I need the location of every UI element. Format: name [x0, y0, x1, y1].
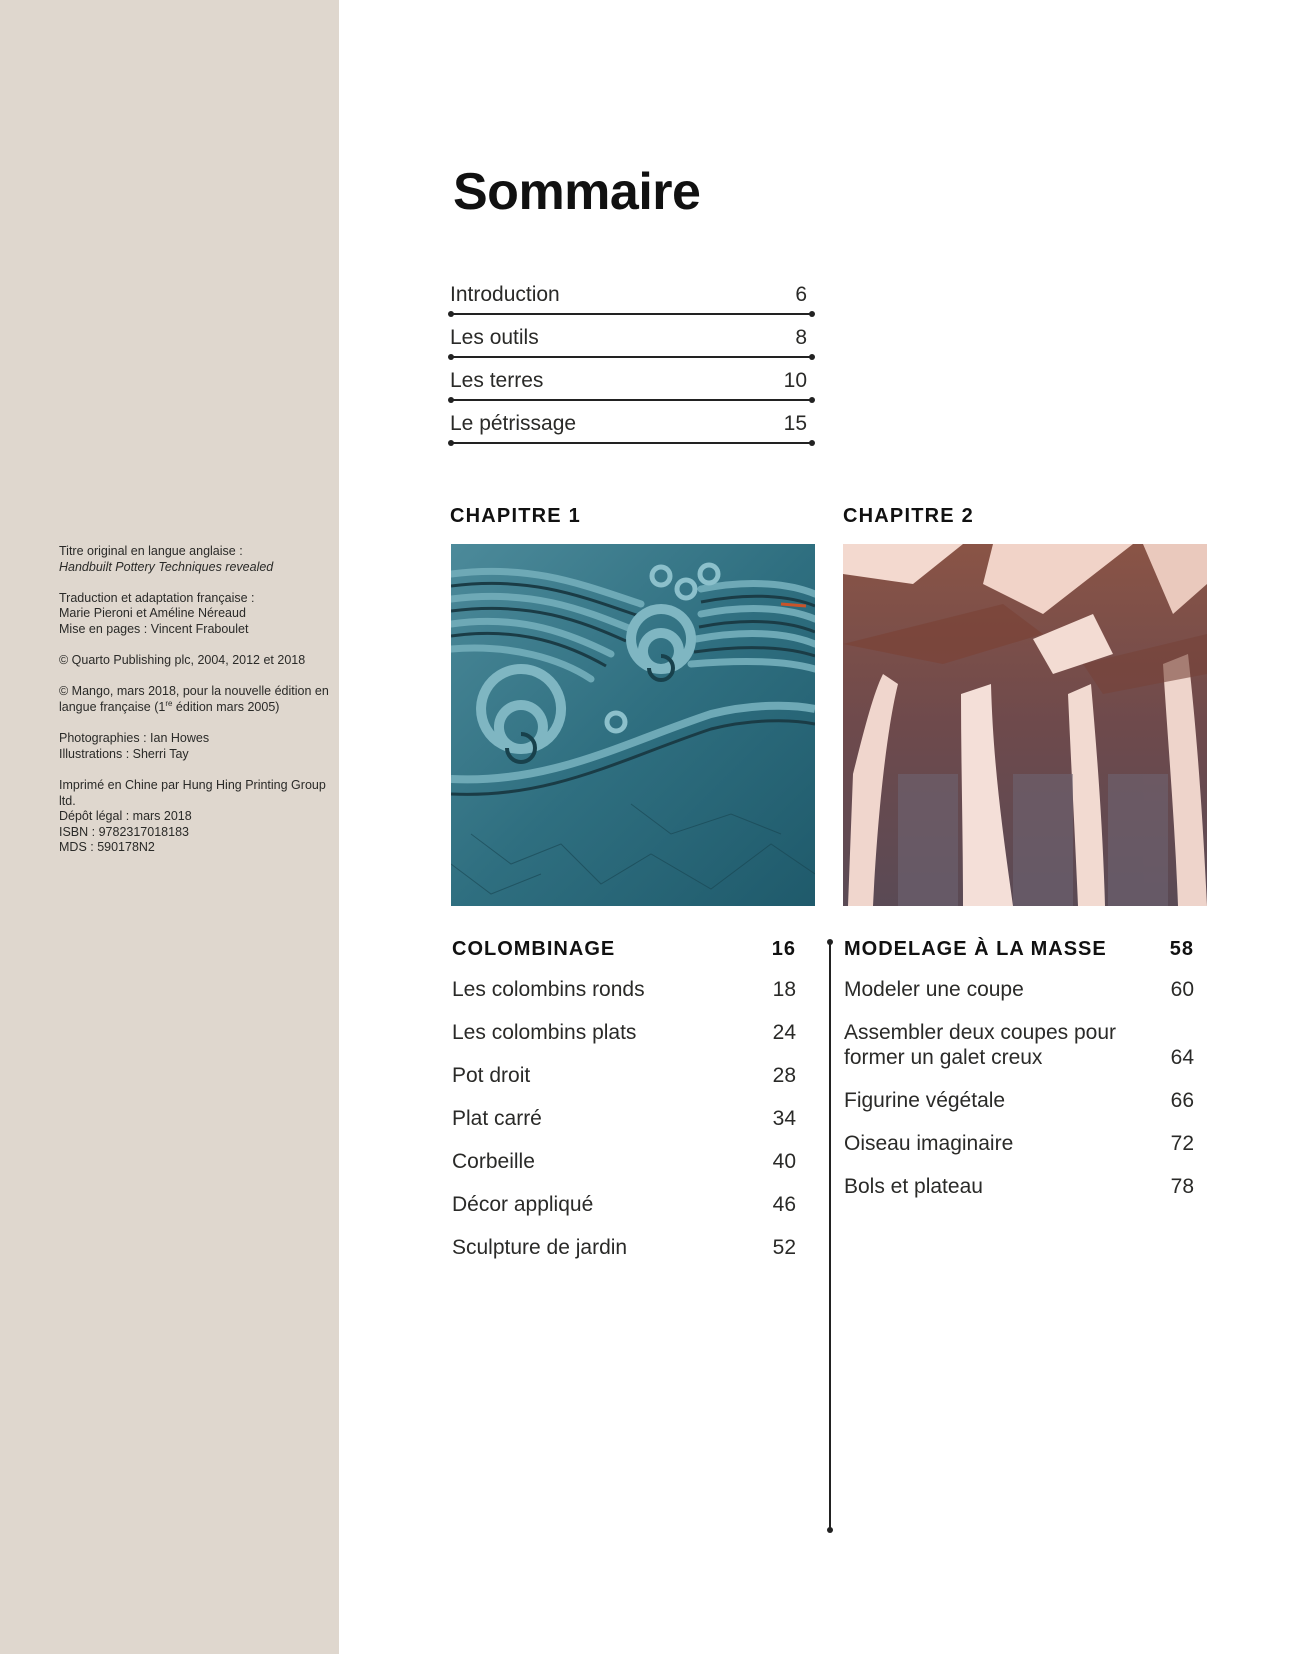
chapter-2-page: 58 [1169, 938, 1194, 960]
chapter-2-heading[interactable] [844, 934, 1200, 977]
photographer: Photographies : Ian Howes [59, 731, 210, 746]
original-title-credit [59, 544, 329, 575]
list-item[interactable] [450, 358, 813, 401]
intro-page: 6 [795, 282, 807, 306]
rule-dot [809, 397, 815, 403]
translation-label: Traduction et adaptation française : [59, 590, 255, 605]
copyright-mango-text: © Mango, mars 2018, pour la nouvelle édition en langue française (1 [59, 684, 329, 714]
list-item[interactable] [452, 1235, 808, 1260]
intro-page: 10 [783, 368, 807, 392]
toc-page: 52 [772, 1236, 796, 1259]
original-title-label: Titre original en langue anglaise : [59, 544, 243, 558]
mds-code: MDS : 590178N2 [59, 840, 155, 855]
page-title: Sommaire [453, 163, 701, 221]
toc-label: Les colombins ronds [452, 978, 645, 1001]
chapter-1-title: COLOMBINAGE [452, 938, 616, 960]
list-item[interactable] [844, 977, 1200, 1002]
toc-label: Décor appliqué [452, 1193, 594, 1216]
illustrator: Illustrations : Sherri Tay [59, 746, 189, 761]
printer: Imprimé en Chine par Hung Hing Printing Group ltd. [59, 777, 326, 808]
divider-dot-bottom [827, 1527, 833, 1533]
list-item[interactable] [452, 1063, 808, 1088]
rule-dot [448, 440, 454, 446]
chapter-2-toc [844, 934, 1200, 1217]
intro-page: 15 [783, 411, 807, 435]
list-item[interactable] [452, 977, 808, 1002]
original-title: Handbuilt Pottery Techniques revealed [59, 559, 274, 574]
chapter-1-page: 16 [771, 938, 796, 960]
translators: Marie Pieroni et Améline Néreaud [59, 606, 246, 621]
striped-clay-image [843, 544, 1207, 906]
rule-dot [809, 354, 815, 360]
rule-dot [809, 311, 815, 317]
list-item[interactable] [452, 1106, 808, 1131]
toc-page: 28 [772, 1064, 796, 1087]
chapter-2-photo [843, 544, 1207, 906]
layout-credit: Mise en pages : Vincent Fraboulet [59, 621, 249, 636]
legal-deposit: Dépôt légal : mars 2018 [59, 809, 192, 824]
list-item[interactable] [844, 1131, 1200, 1156]
list-item[interactable] [452, 1192, 808, 1217]
sidebar-panel [0, 0, 339, 1654]
toc-label: Les colombins plats [452, 1021, 637, 1044]
list-item[interactable] [844, 1088, 1200, 1113]
chapter-1-heading[interactable] [452, 934, 808, 977]
toc-page: 34 [772, 1107, 796, 1130]
intro-label: Le pétrissage [450, 411, 577, 435]
toc-label: Corbeille [452, 1150, 535, 1173]
rule-dot [448, 354, 454, 360]
chapter-1-toc [452, 934, 808, 1278]
toc-page: 66 [1170, 1089, 1194, 1112]
copyright-quarto: © Quarto Publishing plc, 2004, 2012 et 2018 [59, 653, 306, 668]
toc-label: Sculpture de jardin [452, 1236, 628, 1259]
copyright-mango [59, 684, 329, 715]
toc-page: 72 [1170, 1132, 1194, 1155]
list-item[interactable] [450, 401, 813, 444]
column-divider [829, 942, 831, 1532]
intro-label: Les outils [450, 325, 539, 349]
chapter-1-label: CHAPITRE 1 [450, 505, 581, 527]
divider-dot-top [827, 939, 833, 945]
rule-dot [809, 440, 815, 446]
toc-label: Assembler deux coupes pour former un galet creux [844, 1021, 1116, 1069]
list-item[interactable] [452, 1020, 808, 1045]
print-info [59, 778, 329, 856]
toc-label: Figurine végétale [844, 1089, 1006, 1112]
rule-dot [448, 397, 454, 403]
intro-label: Introduction [450, 282, 560, 306]
list-item[interactable] [452, 1149, 808, 1174]
translation-credit [59, 591, 329, 638]
intro-page: 8 [795, 325, 807, 349]
copyright-mango-text-end: édition mars 2005) [172, 699, 280, 714]
chapter-1-photo [451, 544, 815, 906]
intro-list [450, 272, 813, 444]
toc-page: 60 [1170, 978, 1194, 1001]
blue-spiral-pottery-image [451, 544, 815, 906]
photo-credits [59, 731, 329, 762]
rule-dot [448, 311, 454, 317]
toc-page: 78 [1170, 1175, 1194, 1198]
toc-page: 64 [1170, 1046, 1194, 1069]
copyright-mango-sup: re [165, 698, 173, 708]
intro-label: Les terres [450, 368, 544, 392]
toc-label: Bols et plateau [844, 1175, 983, 1198]
chapter-2-title: MODELAGE À LA MASSE [844, 938, 1107, 960]
toc-page: 46 [772, 1193, 796, 1216]
toc-label: Oiseau imaginaire [844, 1132, 1014, 1155]
toc-page: 40 [772, 1150, 796, 1173]
toc-label: Pot droit [452, 1064, 531, 1087]
credits-block [59, 544, 329, 871]
toc-page: 18 [772, 978, 796, 1001]
toc-label: Plat carré [452, 1107, 542, 1130]
list-item[interactable] [450, 315, 813, 358]
list-item[interactable] [450, 272, 813, 315]
chapter-2-label: CHAPITRE 2 [843, 505, 974, 527]
toc-label: Modeler une coupe [844, 978, 1024, 1001]
toc-page: 24 [772, 1021, 796, 1044]
list-item[interactable] [844, 1020, 1200, 1070]
list-item[interactable] [844, 1174, 1200, 1199]
isbn: ISBN : 9782317018183 [59, 824, 189, 839]
